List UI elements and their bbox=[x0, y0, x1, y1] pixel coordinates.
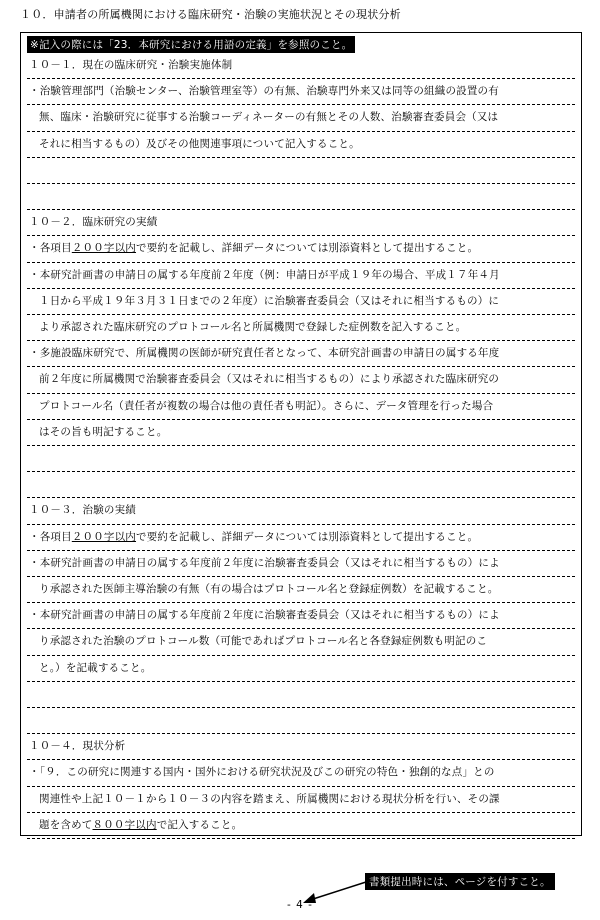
char-limit: ２００字以内 bbox=[71, 530, 137, 543]
blank-line[interactable] bbox=[27, 682, 575, 708]
text-fragment: で要約を記載し、詳細データについては別添資料として提出すること。 bbox=[136, 530, 479, 543]
char-limit: ２００字以内 bbox=[71, 242, 137, 255]
text-fragment: で記入すること。 bbox=[156, 818, 243, 831]
blank-line[interactable] bbox=[27, 184, 575, 210]
text-fragment: ・各項目 bbox=[29, 530, 72, 543]
text-line: １日から平成１９年３月３１日までの２年度）に治験審査委員会（又はそれに相当するもの）に bbox=[27, 289, 575, 315]
text-line: より承認された臨床研究のプロトコール名と所属機関で登録した症例数を記入すること。 bbox=[27, 315, 575, 341]
text-line: り承認された医師主導治験の有無（有の場合はプロトコール名と登録症例数）を記載すること。 bbox=[27, 577, 575, 603]
page-number: - 4 - bbox=[287, 899, 313, 911]
instruction-note: ※記入の際には「23．本研究における用語の定義」を参照のこと。 bbox=[27, 36, 355, 53]
subsection-title-10-2: １０－２．臨床研究の実績 bbox=[27, 210, 575, 236]
text-line: と。）を記載すること。 bbox=[27, 656, 575, 682]
text-line: 無、臨床・治験研究に従事する治験コーディネーターの有無とその人数、治験審査委員会（又は bbox=[27, 105, 575, 131]
text-line: プロトコール名（責任者が複数の場合は他の責任者も明記）。さらに、データ管理を行った場合 bbox=[27, 394, 575, 420]
text-line bbox=[27, 525, 575, 551]
text-line: ・「９．この研究に関連する国内・国外における研究状況及びこの研究の特色・独創的な点」との bbox=[27, 760, 575, 786]
text-line bbox=[27, 813, 575, 839]
subsection-title-10-4: １０－４．現状分析 bbox=[27, 734, 575, 760]
text-line: 前２年度に所属機関で治験審査委員会（又はそれに相当するもの）により承認された臨床研究の bbox=[27, 367, 575, 393]
text-line: ・治験管理部門（治験センター、治験管理室等）の有無、治験専門外来又は同等の組織の設置の有 bbox=[27, 79, 575, 105]
subsection-title-10-3: １０－３．治験の実績 bbox=[27, 498, 575, 524]
blank-line[interactable] bbox=[27, 708, 575, 734]
text-line: ・本研究計画書の申請日の属する年度前２年度（例：申請日が平成１９年の場合、平成１７年４月 bbox=[27, 263, 575, 289]
subsection-title-10-1: １０－１．現在の臨床研究・治験実施体制 bbox=[27, 53, 575, 79]
text-line: それに相当するもの）及びその他関連事項について記入すること。 bbox=[27, 132, 575, 158]
text-fragment: で要約を記載し、詳細データについては別添資料として提出すること。 bbox=[136, 242, 479, 255]
text-line: ・本研究計画書の申請日の属する年度前２年度に治験審査委員会（又はそれに相当するもの）によ bbox=[27, 551, 575, 577]
section-heading: １０．申請者の所属機関における臨床研究・治験の実施状況とその現状分析 bbox=[20, 8, 401, 21]
text-fragment: ・各項目 bbox=[29, 242, 72, 255]
page-number-instruction: 書類提出時には、ページを付すこと。 bbox=[365, 873, 555, 890]
text-line: ・本研究計画書の申請日の属する年度前２年度に治験審査委員会（又はそれに相当するもの）によ bbox=[27, 603, 575, 629]
blank-line[interactable] bbox=[27, 446, 575, 472]
text-line: ・多施設臨床研究で、所属機関の医師が研究責任者となって、本研究計画書の申請日の属する年度 bbox=[27, 341, 575, 367]
text-line bbox=[27, 236, 575, 262]
text-line: 関連性や上記１０－１から１０－３の内容を踏まえ、所属機関における現状分析を行い、その課 bbox=[27, 787, 575, 813]
char-limit: ８００字以内 bbox=[92, 818, 157, 831]
text-line: り承認された治験のプロトコール数（可能であればプロトコール名と各登録症例数も明記のこ bbox=[27, 629, 575, 655]
form-frame bbox=[20, 32, 582, 836]
text-line: はその旨も明記すること。 bbox=[27, 420, 575, 446]
blank-line[interactable] bbox=[27, 158, 575, 184]
text-fragment: 題を含めて bbox=[39, 818, 93, 831]
blank-line[interactable] bbox=[27, 472, 575, 498]
